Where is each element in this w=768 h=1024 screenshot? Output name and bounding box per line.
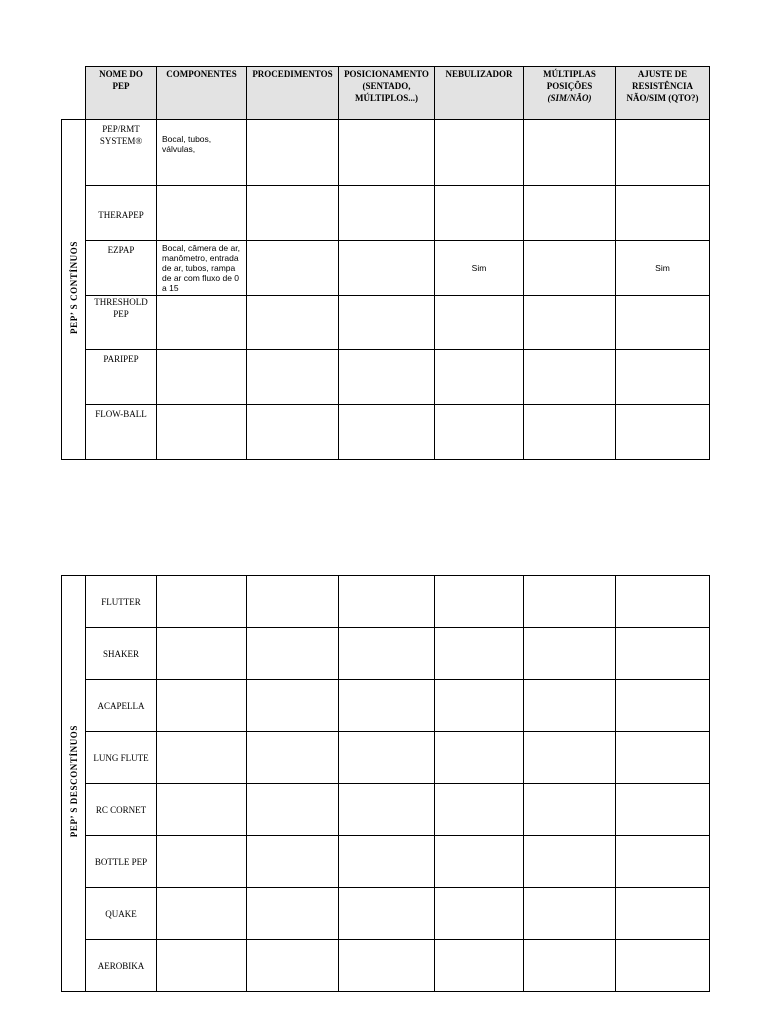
pep-name: PARIPEP — [103, 354, 139, 364]
pep-name: ACAPELLA — [86, 680, 157, 732]
header-procedimentos: PROCEDIMENTOS — [247, 67, 339, 120]
posicionamento-cell[interactable] — [339, 888, 435, 940]
ajuste-resistencia-cell[interactable] — [616, 836, 710, 888]
nebulizador-cell[interactable]: Sim — [435, 241, 524, 296]
pep-name-cell — [86, 120, 157, 186]
table-row — [62, 784, 710, 836]
pep-name: QUAKE — [86, 888, 157, 940]
componentes-cell[interactable] — [157, 186, 247, 241]
nebulizador-cell[interactable] — [435, 680, 524, 732]
pep-name-cell — [86, 350, 157, 405]
ajuste-resistencia-cell[interactable] — [616, 350, 710, 405]
header-multiplas-line3: (SIM/NÃO) — [547, 93, 592, 103]
posicionamento-cell[interactable] — [339, 576, 435, 628]
table-row — [62, 350, 710, 405]
componentes-cell[interactable] — [157, 576, 247, 628]
table-row — [62, 186, 710, 241]
multiplas-posicoes-cell[interactable] — [524, 296, 616, 350]
multiplas-posicoes-cell[interactable] — [524, 836, 616, 888]
header-row — [62, 67, 710, 120]
posicionamento-cell[interactable] — [339, 405, 435, 460]
posicionamento-cell[interactable] — [339, 628, 435, 680]
table-row — [62, 940, 710, 992]
nebulizador-cell[interactable] — [435, 888, 524, 940]
multiplas-posicoes-cell[interactable] — [524, 732, 616, 784]
pep-name: FLUTTER — [86, 576, 157, 628]
procedimentos-cell[interactable] — [247, 888, 339, 940]
pep-name: FLOW-BALL — [95, 409, 147, 419]
procedimentos-cell[interactable] — [247, 350, 339, 405]
posicionamento-cell[interactable] — [339, 350, 435, 405]
header-posicionamento-line1: POSICIONAMENTO — [344, 69, 429, 79]
posicionamento-cell[interactable] — [339, 120, 435, 186]
procedimentos-cell[interactable] — [247, 296, 339, 350]
table-row — [62, 120, 710, 186]
table-row — [62, 836, 710, 888]
pep-name-cell — [86, 241, 157, 296]
ajuste-resistencia-cell[interactable] — [616, 784, 710, 836]
header-ajuste-line2: RESISTÊNCIA — [631, 81, 694, 91]
pep-name: AEROBIKA — [86, 940, 157, 992]
ajuste-resistencia-cell[interactable] — [616, 888, 710, 940]
pep-name-cell — [86, 296, 157, 350]
pep-name-line2: SYSTEM® — [99, 136, 143, 146]
discontinuous-pep-table — [61, 575, 710, 992]
nebulizador-cell[interactable] — [435, 628, 524, 680]
procedimentos-cell[interactable] — [247, 576, 339, 628]
continuous-side-label: PEP’ S CONTÍNUOS — [68, 240, 79, 334]
ajuste-resistencia-cell[interactable] — [616, 732, 710, 784]
multiplas-posicoes-cell[interactable] — [524, 576, 616, 628]
multiplas-posicoes-cell[interactable] — [524, 241, 616, 296]
header-nome-line1: NOME DO — [99, 69, 143, 79]
multiplas-posicoes-cell[interactable] — [524, 186, 616, 241]
table-row — [62, 405, 710, 460]
header-posicionamento — [339, 67, 435, 120]
posicionamento-cell[interactable] — [339, 186, 435, 241]
pep-name: EZPAP — [107, 245, 135, 255]
componentes-cell[interactable] — [157, 296, 247, 350]
posicionamento-cell[interactable] — [339, 296, 435, 350]
pep-name-cell — [86, 405, 157, 460]
componentes-cell[interactable] — [157, 732, 247, 784]
pep-name-cell — [86, 186, 157, 241]
ajuste-resistencia-cell[interactable] — [616, 296, 710, 350]
ajuste-resistencia-cell[interactable] — [616, 628, 710, 680]
procedimentos-cell[interactable] — [247, 186, 339, 241]
posicionamento-cell[interactable] — [339, 836, 435, 888]
continuous-side-cell — [62, 120, 86, 460]
discontinuous-side-label: PEP’ S DESCONTÍNUOS — [68, 724, 79, 838]
pep-name: RC CORNET — [86, 784, 157, 836]
pep-name-line2: PEP — [113, 309, 129, 319]
multiplas-posicoes-cell[interactable] — [524, 350, 616, 405]
table-row — [62, 576, 710, 628]
header-ajuste-line3: NÃO/SIM (QTO?) — [626, 93, 699, 103]
posicionamento-cell[interactable] — [339, 680, 435, 732]
header-nome-line2: PEP — [112, 81, 130, 91]
procedimentos-cell[interactable] — [247, 241, 339, 296]
multiplas-posicoes-cell[interactable] — [524, 784, 616, 836]
pep-name: LUNG FLUTE — [86, 732, 157, 784]
continuous-pep-table — [61, 66, 710, 460]
table-row — [62, 241, 710, 296]
componentes-cell[interactable] — [157, 784, 247, 836]
nebulizador-cell[interactable] — [435, 186, 524, 241]
nebulizador-cell[interactable] — [435, 405, 524, 460]
pep-name: BOTTLE PEP — [86, 836, 157, 888]
ajuste-resistencia-cell[interactable] — [616, 680, 710, 732]
ajuste-resistencia-cell[interactable] — [616, 405, 710, 460]
posicionamento-cell[interactable] — [339, 784, 435, 836]
procedimentos-cell[interactable] — [247, 732, 339, 784]
posicionamento-cell[interactable] — [339, 241, 435, 296]
nebulizador-cell[interactable] — [435, 576, 524, 628]
header-ajuste-line1: AJUSTE DE — [637, 69, 688, 79]
header-componentes: COMPONENTES — [157, 67, 247, 120]
table-row — [62, 628, 710, 680]
header-multiplas — [524, 67, 616, 120]
procedimentos-cell[interactable] — [247, 120, 339, 186]
header-corner — [62, 67, 86, 120]
procedimentos-cell[interactable] — [247, 836, 339, 888]
componentes-cell[interactable] — [157, 680, 247, 732]
header-multiplas-line1: MÚLTIPLAS — [543, 69, 596, 79]
table-row — [62, 296, 710, 350]
pep-name: THRESHOLD — [94, 297, 148, 307]
pep-name: SHAKER — [86, 628, 157, 680]
table-row — [62, 732, 710, 784]
discontinuous-side-cell — [62, 576, 86, 992]
header-ajuste — [616, 67, 710, 120]
componentes-cell[interactable] — [157, 836, 247, 888]
componentes-cell[interactable] — [157, 888, 247, 940]
header-posicionamento-line2: (SENTADO, — [362, 81, 411, 91]
nebulizador-cell[interactable] — [435, 836, 524, 888]
procedimentos-cell[interactable] — [247, 628, 339, 680]
pep-name: THERAPEP — [98, 209, 144, 220]
multiplas-posicoes-cell[interactable] — [524, 405, 616, 460]
componentes-cell[interactable] — [157, 628, 247, 680]
procedimentos-cell[interactable] — [247, 784, 339, 836]
multiplas-posicoes-cell[interactable] — [524, 680, 616, 732]
posicionamento-cell[interactable] — [339, 940, 435, 992]
ajuste-resistencia-cell[interactable] — [616, 120, 710, 186]
header-nebulizador: NEBULIZADOR — [435, 67, 524, 120]
ajuste-resistencia-cell[interactable] — [616, 186, 710, 241]
multiplas-posicoes-cell[interactable] — [524, 940, 616, 992]
nebulizador-cell[interactable] — [435, 784, 524, 836]
procedimentos-cell[interactable] — [247, 405, 339, 460]
nebulizador-cell[interactable] — [435, 732, 524, 784]
ajuste-resistencia-cell[interactable] — [616, 576, 710, 628]
nebulizador-cell[interactable] — [435, 350, 524, 405]
posicionamento-cell[interactable] — [339, 732, 435, 784]
header-posicionamento-line3: MÚLTIPLOS...) — [355, 93, 418, 103]
componentes-cell[interactable] — [157, 405, 247, 460]
nebulizador-cell[interactable] — [435, 120, 524, 186]
ajuste-resistencia-cell[interactable]: Sim — [616, 241, 710, 296]
header-nome — [86, 67, 157, 120]
multiplas-posicoes-cell[interactable] — [524, 888, 616, 940]
componentes-cell[interactable] — [157, 940, 247, 992]
header-multiplas-line2: POSIÇÕES — [546, 81, 593, 91]
multiplas-posicoes-cell[interactable] — [524, 120, 616, 186]
multiplas-posicoes-cell[interactable] — [524, 628, 616, 680]
table-row — [62, 680, 710, 732]
pep-name: PEP/RMT — [102, 124, 140, 134]
nebulizador-cell[interactable] — [435, 940, 524, 992]
nebulizador-cell[interactable] — [435, 296, 524, 350]
table-row — [62, 888, 710, 940]
componentes-cell[interactable]: Bocal, tubos, válvulas, — [157, 120, 247, 186]
componentes-cell[interactable] — [157, 350, 247, 405]
procedimentos-cell[interactable] — [247, 940, 339, 992]
procedimentos-cell[interactable] — [247, 680, 339, 732]
ajuste-resistencia-cell[interactable] — [616, 940, 710, 992]
componentes-cell[interactable]: Bocal, câmera de ar, manômetro, entrada de ar, tubos, rampa de ar com fluxo de 0 a 15 — [157, 241, 247, 296]
